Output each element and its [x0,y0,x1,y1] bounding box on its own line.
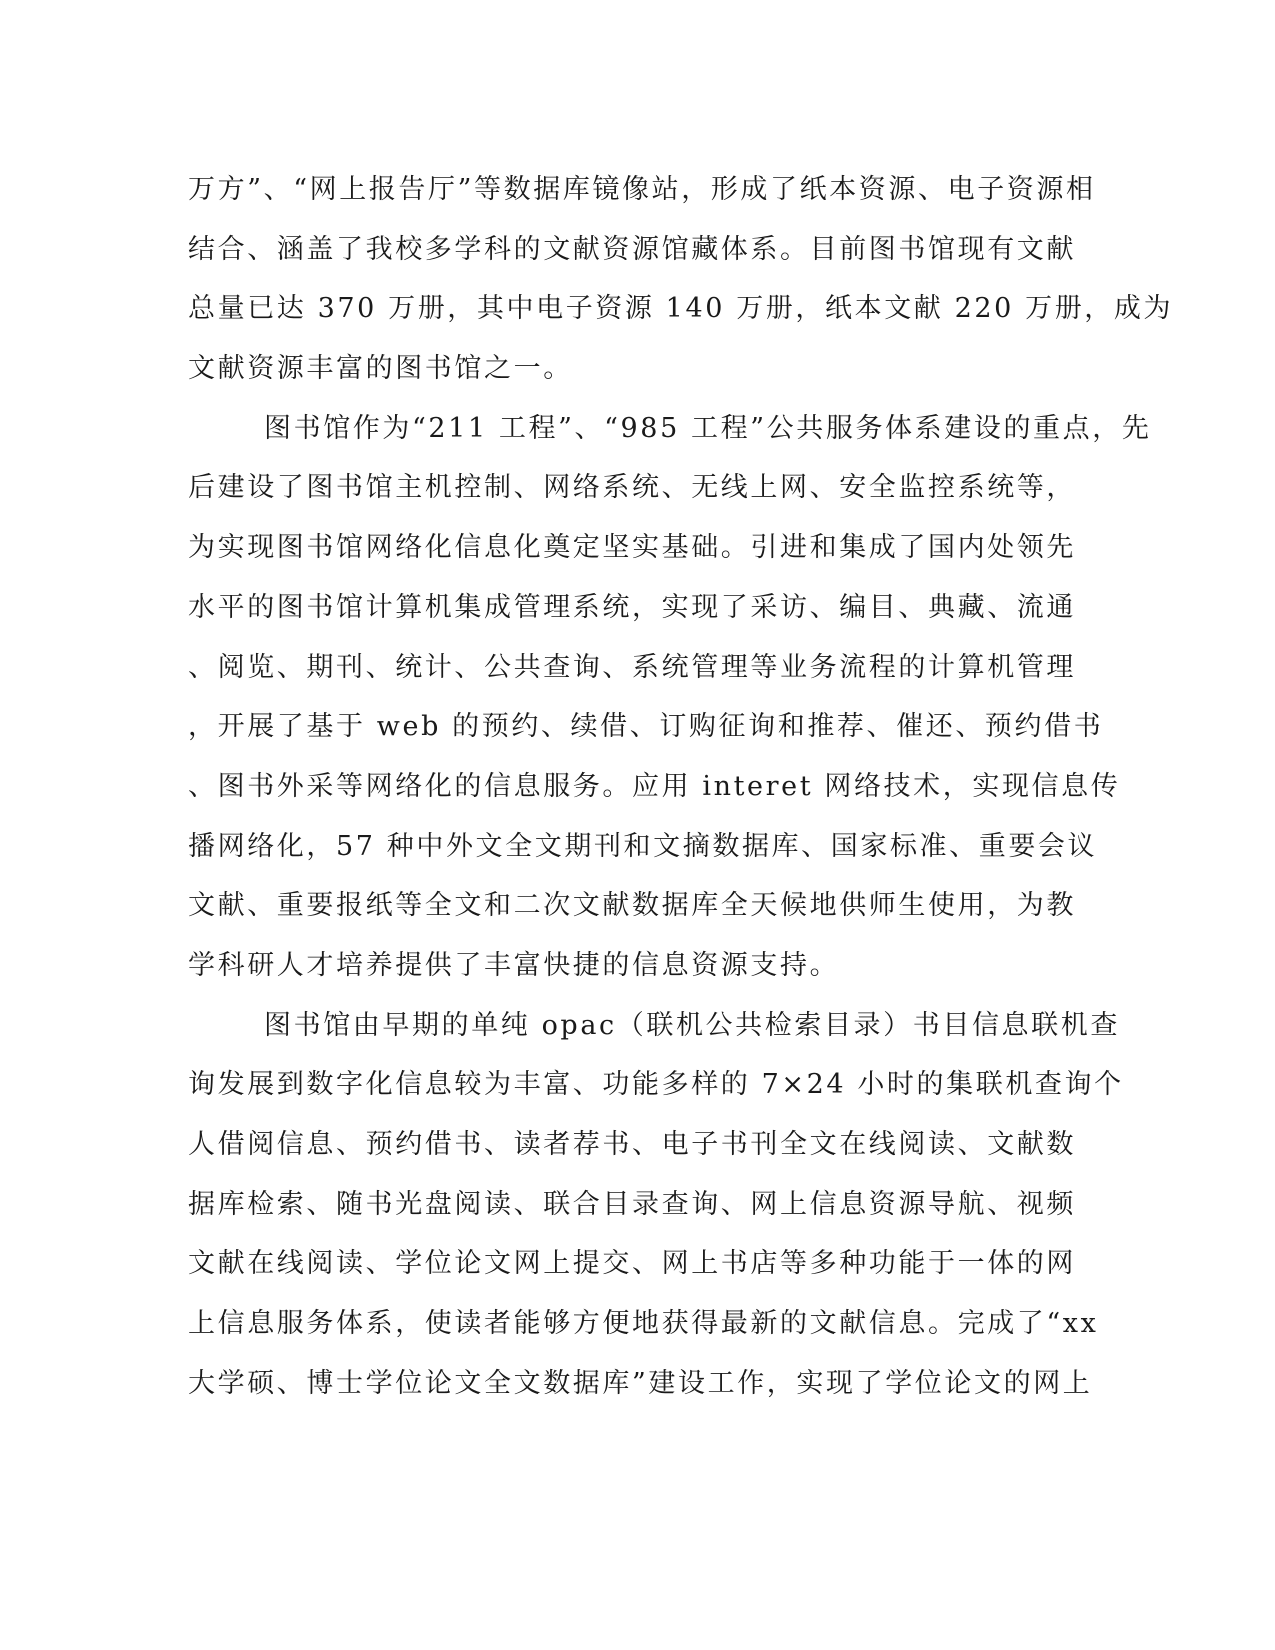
text-line: 水平的图书馆计算机集成管理系统，实现了采访、编目、典藏、流通 [188,591,1076,623]
text-line: 据库检索、随书光盘阅读、联合目录查询、网上信息资源导航、视频 [188,1188,1076,1220]
text-line: 文献资源丰富的图书馆之一。 [188,353,573,385]
text-line: 万方”、“网上报告厅”等数据库镜像站，形成了纸本资源、电子资源相 [188,174,1096,205]
text-line: 、图书外采等网络化的信息服务。应用 interet 网络技术，实现信息传 [188,770,1121,802]
text-line: 、阅览、期刊、统计、公共查询、系统管理等业务流程的计算机管理 [188,651,1076,683]
text-line: 总量已达 370 万册，其中电子资源 140 万册，纸本文献 220 万册，成为 [188,293,1174,325]
paragraph-first-line: 图书馆由早期的单纯 opac（联机公共检索目录）书目信息联机查 [264,1009,1120,1041]
text-line: 播网络化，57 种中外文全文期刊和文摘数据库、国家标准、重要会议 [188,830,1098,862]
text-line: 结合、涵盖了我校多学科的文献资源馆藏体系。目前图书馆现有文献 [188,233,1076,265]
text-line: 文献、重要报纸等全文和二次文献数据库全天候地供师生使用，为教 [188,890,1076,922]
text-line: 询发展到数字化信息较为丰富、功能多样的 7×24 小时的集联机查询个 [188,1069,1124,1101]
text-line: ，开展了基于 web 的预约、续借、订购征询和推荐、催还、预约借书 [188,711,1104,743]
text-line: 后建设了图书馆主机控制、网络系统、无线上网、安全监控系统等， [188,472,1076,504]
text-line: 学科研人才培养提供了丰富快捷的信息资源支持。 [188,949,840,981]
text-line: 人借阅信息、预约借书、读者荐书、电子书刊全文在线阅读、文献数 [188,1129,1076,1160]
body-text [188,160,1174,1413]
text-line: 为实现图书馆网络化信息化奠定坚实基础。引进和集成了国内处领先 [188,532,1076,564]
paragraph-first-line: 图书馆作为“211 工程”、“985 工程”公共服务体系建设的重点，先 [264,412,1152,444]
text-line: 大学硕、博士学位论文全文数据库”建设工作，实现了学位论文的网上 [188,1367,1093,1399]
text-line: 文献在线阅读、学位论文网上提交、网上书店等多种功能于一体的网 [188,1248,1076,1280]
text-line: 上信息服务体系，使读者能够方便地获得最新的文献信息。完成了“xx [188,1308,1099,1340]
